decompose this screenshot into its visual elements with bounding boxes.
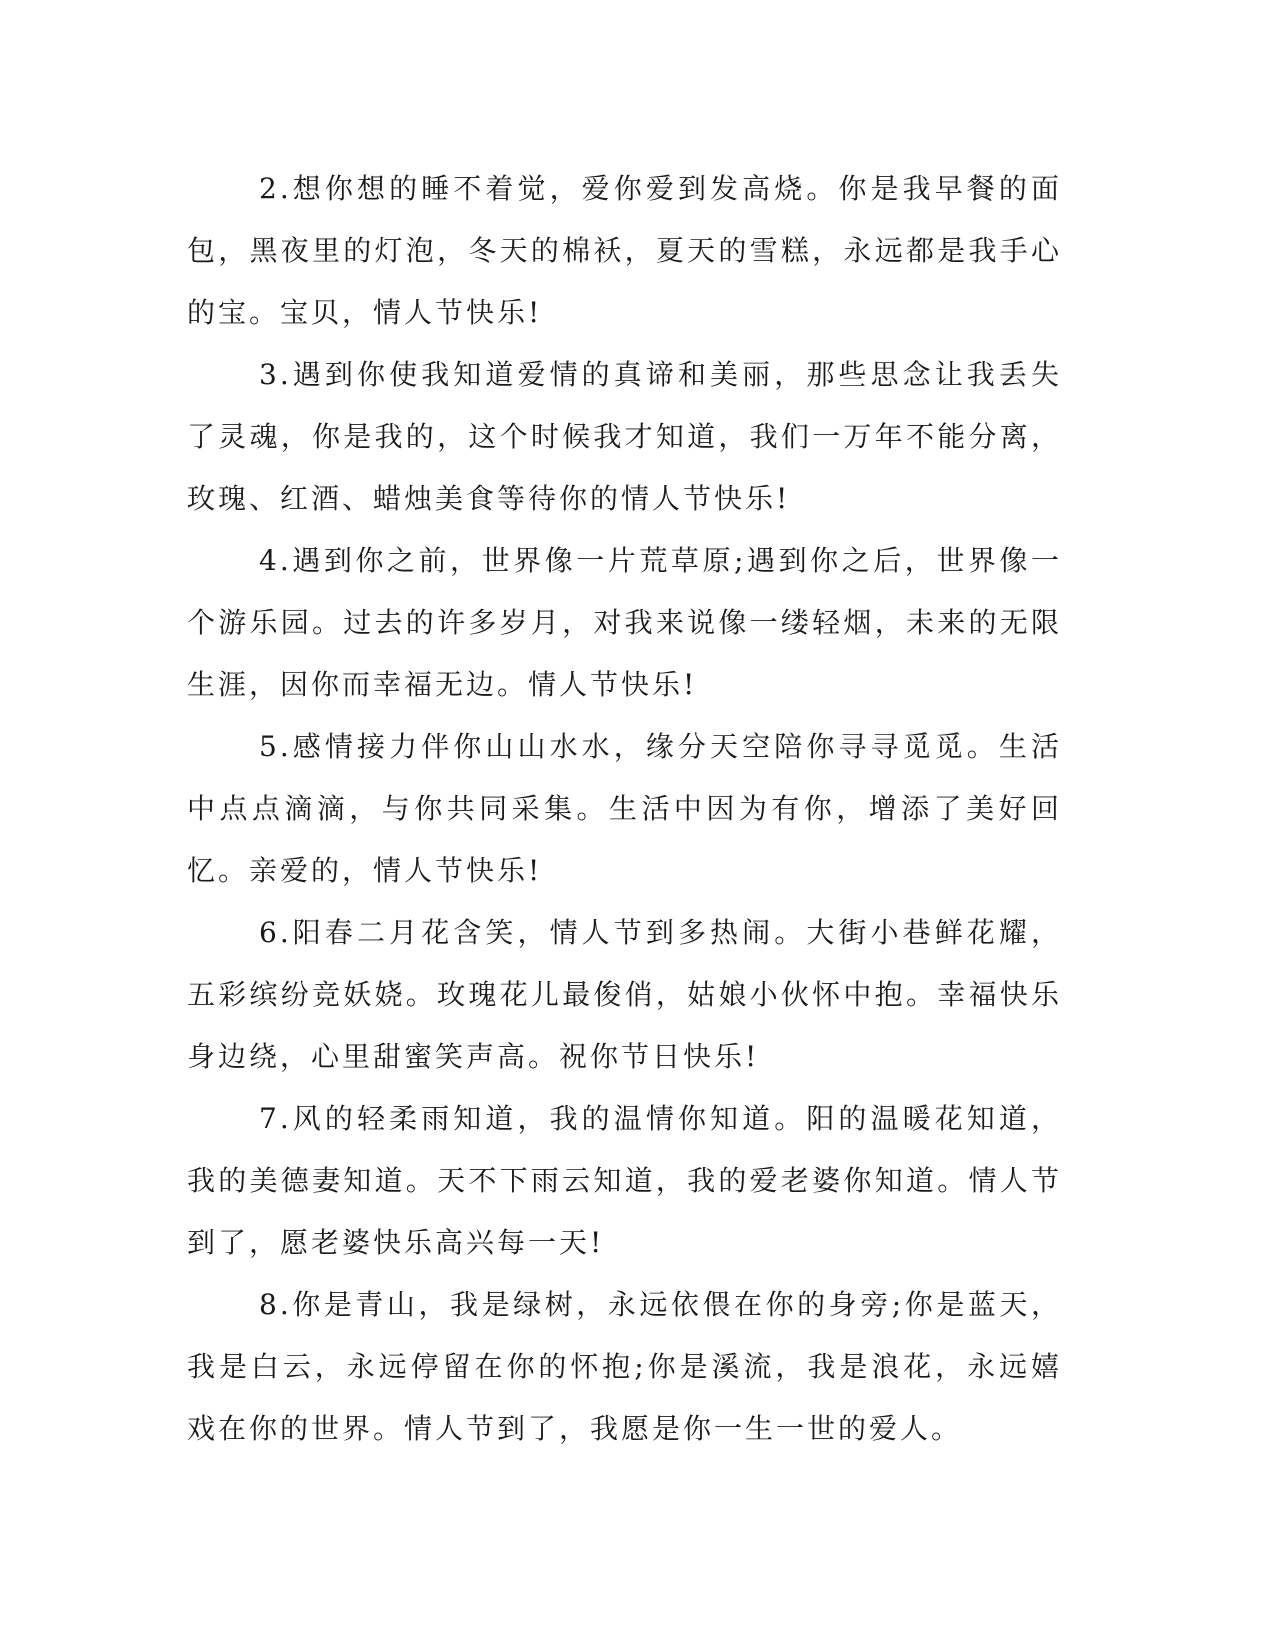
paragraph-3: 3.遇到你使我知道爱情的真谛和美丽，那些思念让我丢失了灵魂，你是我的，这个时候我才知道，我们一万年不能分离，玫瑰、红酒、蜡烛美食等待你的情人节快乐! (187, 358, 1062, 515)
paragraph-5: 5.感情接力伴你山山水水，缘分天空陪你寻寻觅觅。生活中点点滴滴，与你共同采集。生活中因为有你，增添了美好回忆。亲爱的，情人节快乐! (187, 730, 1062, 887)
paragraph-7: 7.风的轻柔雨知道，我的温情你知道。阳的温暖花知道，我的美德妻知道。天不下雨云知道，我的爱老婆你知道。情人节到了，愿老婆快乐高兴每一天! (187, 1102, 1062, 1259)
paragraph-6: 6.阳春二月花含笑，情人节到多热闹。大街小巷鲜花耀，五彩缤纷竞妖娆。玫瑰花儿最俊俏，姑娘小伙怀中抱。幸福快乐身边绕，心里甜蜜笑声高。祝你节日快乐! (187, 916, 1062, 1073)
paragraph-4: 4.遇到你之前，世界像一片荒草原;遇到你之后，世界像一个游乐园。过去的许多岁月，对我来说像一缕轻烟，未来的无限生涯，因你而幸福无边。情人节快乐! (187, 544, 1062, 701)
document-body (187, 158, 1062, 1460)
paragraph-8: 8.你是青山，我是绿树，永远依偎在你的身旁;你是蓝天，我是白云，永远停留在你的怀抱;你是溪流，我是浪花，永远嬉戏在你的世界。情人节到了，我愿是你一生一世的爱人。 (187, 1288, 1062, 1445)
paragraph-2: 2.想你想的睡不着觉，爱你爱到发高烧。你是我早餐的面包，黑夜里的灯泡，冬天的棉袄，夏天的雪糕，永远都是我手心的宝。宝贝，情人节快乐! (187, 172, 1062, 329)
